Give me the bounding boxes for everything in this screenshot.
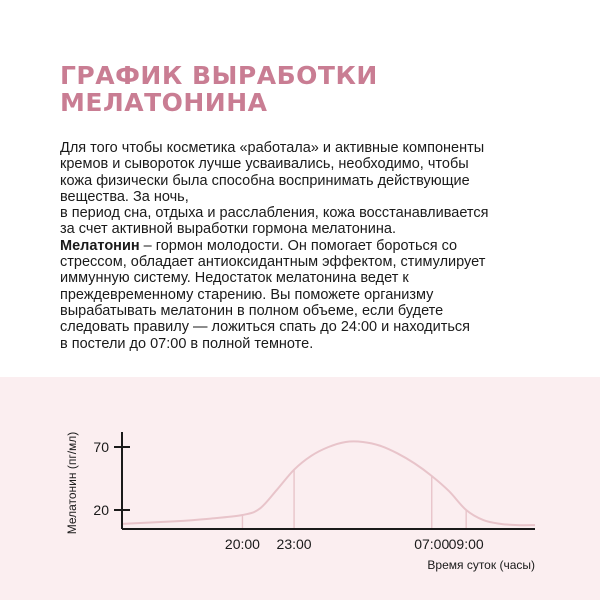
x-tick-label: 07:00 [414, 536, 450, 552]
x-tick-label: 23:00 [276, 536, 312, 552]
text-line: вырабатывать мелатонин в полном объеме, если будете [60, 302, 444, 319]
text-line: кожа физически была способна воспринимать действующие [60, 172, 470, 189]
text-line: кремов и сывороток лучше усваивались, необходимо, чтобы [60, 156, 469, 173]
text-line: вещества. За ночь, [60, 188, 189, 205]
y-tick-label: 70 [93, 439, 109, 455]
intro-text [60, 140, 545, 352]
page-title [60, 62, 378, 116]
paragraph-2 [60, 238, 545, 352]
title-line-2: МЕЛАТОНИНА [60, 88, 268, 117]
x-tick-label: 09:00 [448, 536, 484, 552]
paragraph-1 [60, 140, 545, 238]
y-axis-label: Мелатонин (пг/мл) [65, 431, 79, 535]
chart-panel [0, 377, 600, 600]
melatonin-chart [0, 377, 600, 600]
melatonin-series-line [122, 441, 535, 525]
title-line-1: ГРАФИК ВЫРАБОТКИ [60, 61, 378, 90]
text-line: – гормон молодости. Он помогает бороться со [139, 237, 458, 254]
text-line: преждевременному старению. Вы поможете организму [60, 286, 434, 303]
text-line: за счет активной выработки гормона мелатонина. [60, 221, 397, 238]
melatonin-term: Мелатонин [60, 237, 140, 254]
x-tick-label: 20:00 [224, 536, 260, 552]
text-line: следовать правилу — ложиться спать до 24:00 и находиться [60, 319, 471, 336]
text-line: в период сна, отдыха и расслабления, кожа восстанавливается [60, 205, 489, 222]
text-line: в постели до 07:00 в полной темноте. [60, 335, 314, 352]
text-line: иммунную систему. Недостаток мелатонина ведет к [60, 270, 409, 287]
y-tick-label: 20 [93, 502, 109, 518]
text-line: стрессом, обладает антиоксидантным эффектом, стимулирует [60, 254, 486, 271]
x-axis-label: Время суток (часы) [427, 558, 535, 572]
text-line: Для того чтобы косметика «работала» и активные компоненты [60, 140, 485, 156]
